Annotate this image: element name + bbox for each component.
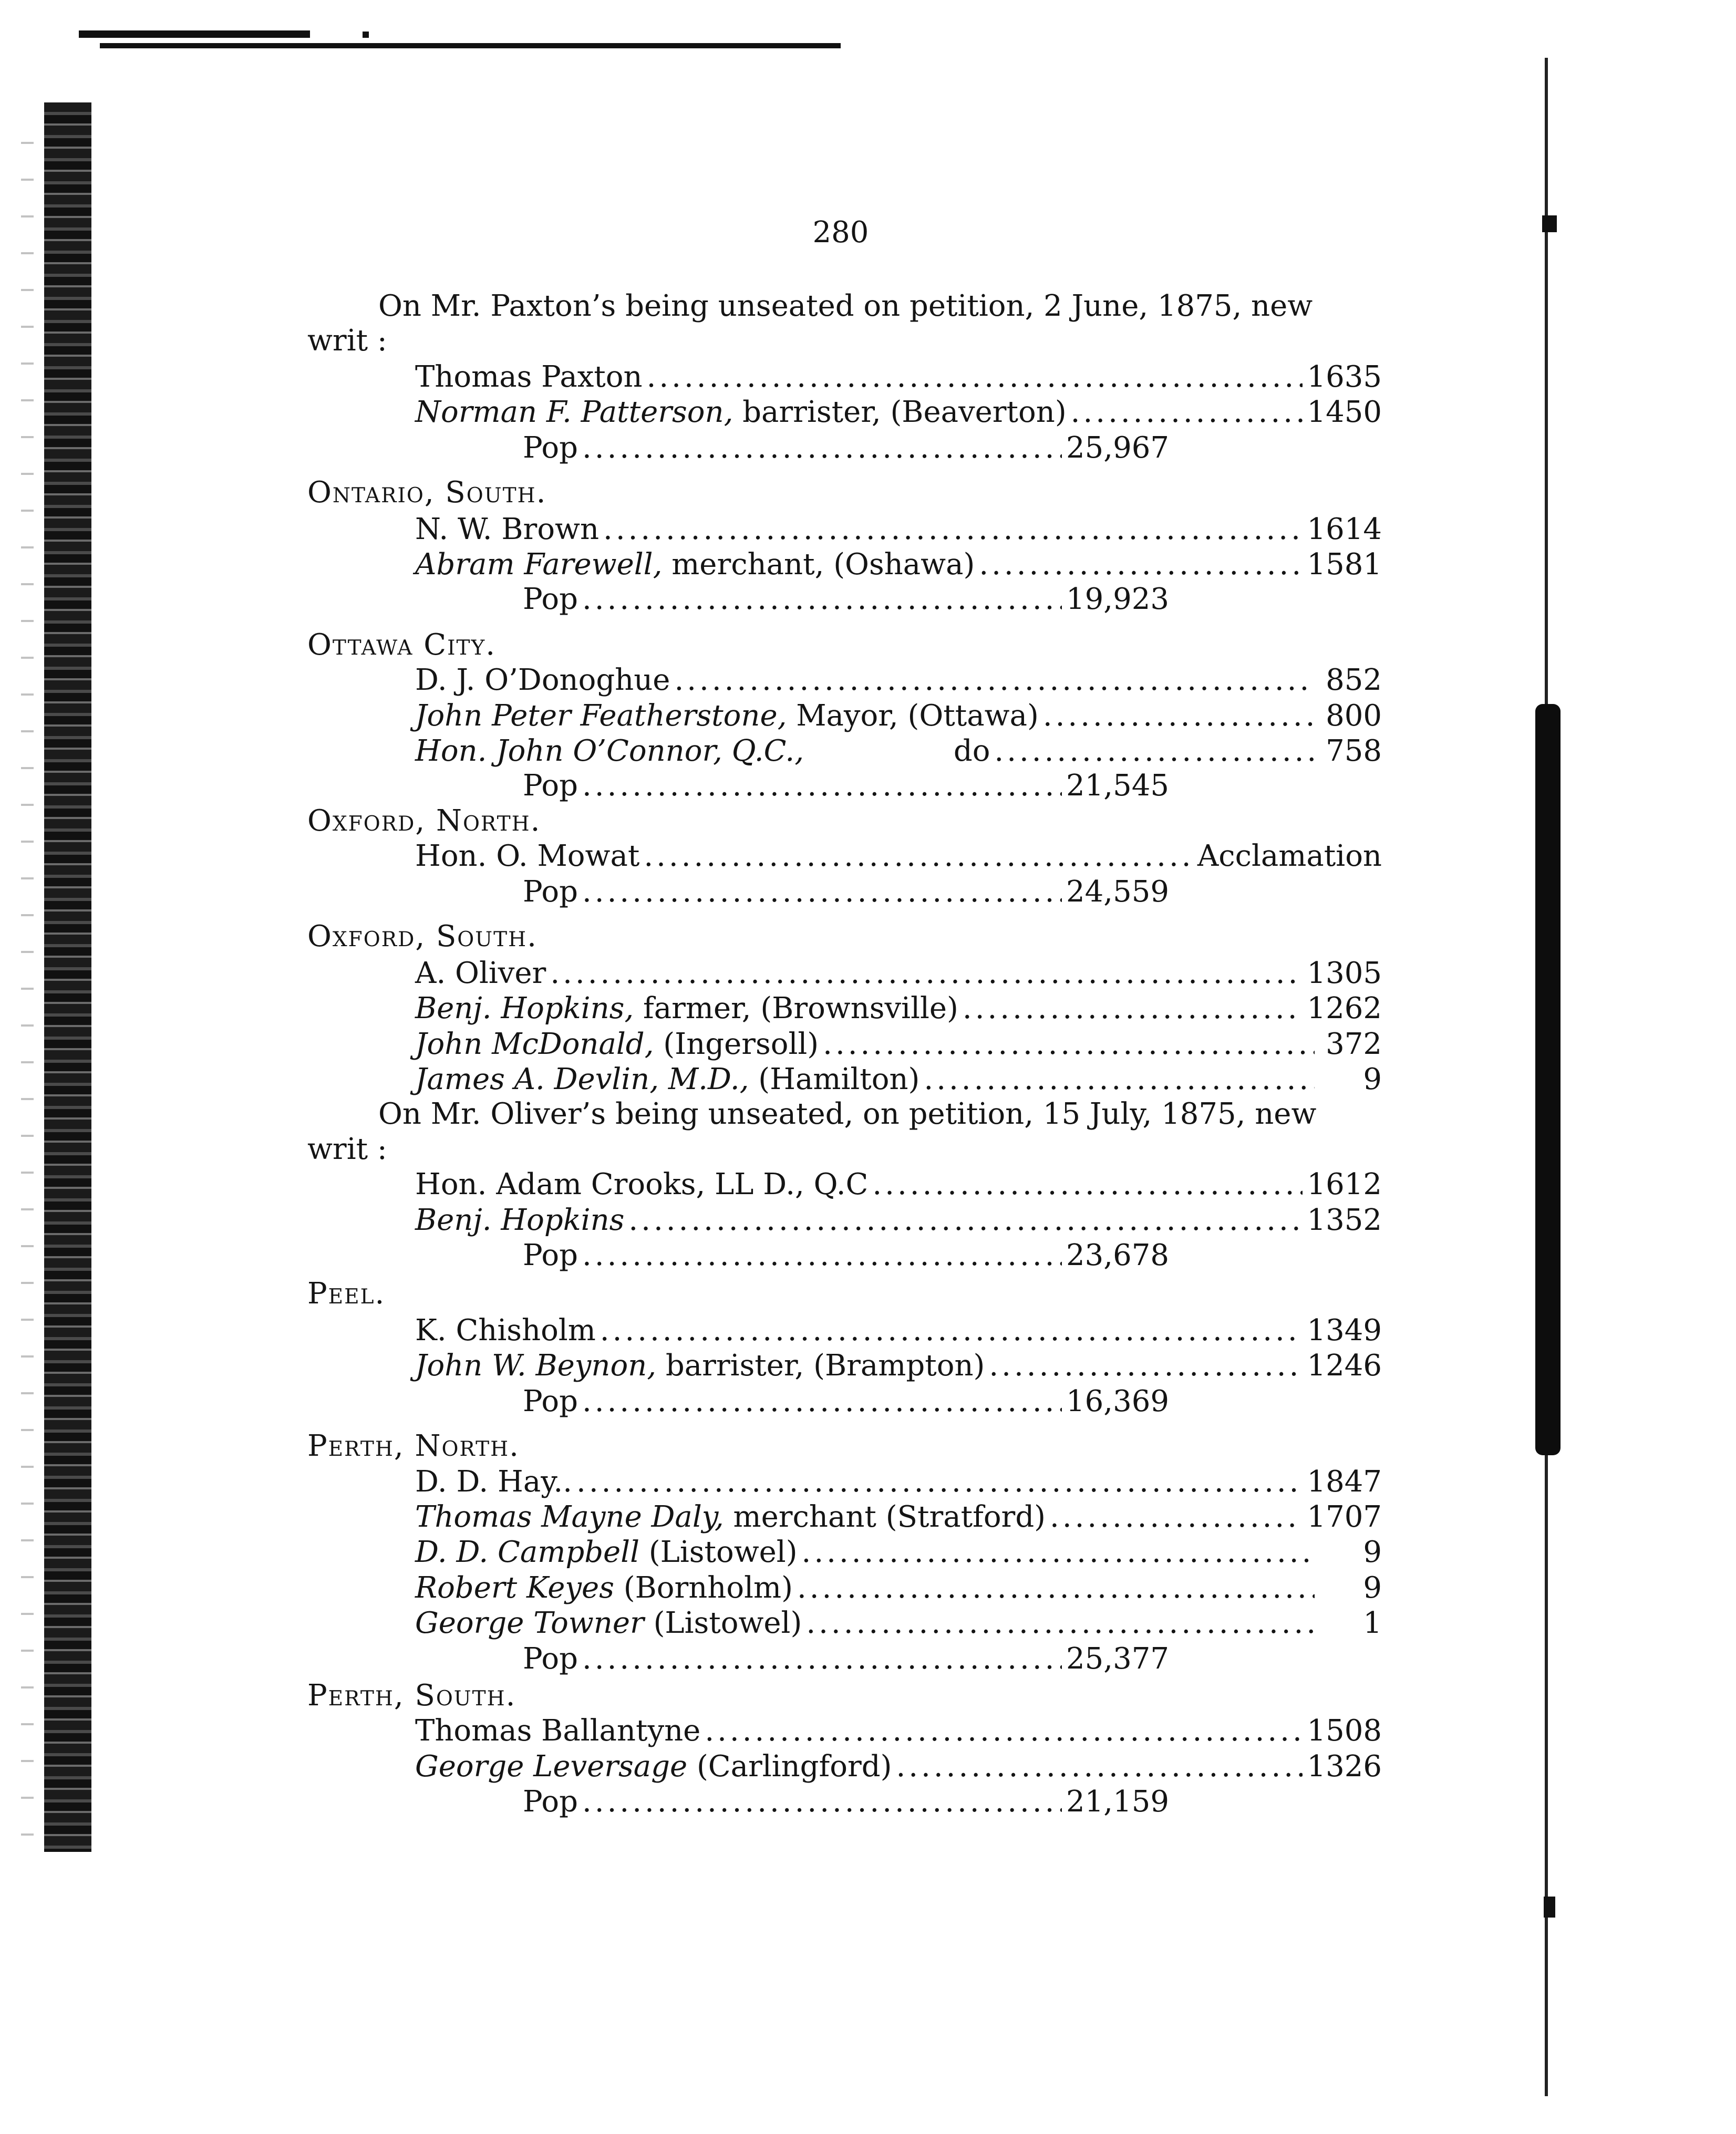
candidate-name: K. Chisholm xyxy=(415,1313,596,1348)
dot-leader xyxy=(582,1384,1062,1419)
candidate-name: Benj. Hopkins xyxy=(415,1203,625,1237)
vote-count: 1246 xyxy=(1307,1349,1382,1383)
candidate-name: George Towner (Listowel) xyxy=(415,1606,802,1640)
riding-heading: Perth, North. xyxy=(307,1429,520,1463)
riding-heading: Oxford, South. xyxy=(307,919,538,954)
riding-heading: Ontario, South. xyxy=(307,475,547,510)
candidate-name: Hon. O. Mowat xyxy=(415,839,640,873)
pop-value: 21,545 xyxy=(1066,769,1169,803)
candidate-name: D. D. Hay.. xyxy=(415,1465,573,1499)
dot-leader xyxy=(802,1535,1315,1570)
candidate-row xyxy=(415,1313,1382,1348)
candidate-name: N. W. Brown xyxy=(415,512,600,546)
dot-leader xyxy=(797,1571,1315,1605)
candidate-name: Thomas Paxton xyxy=(415,360,643,394)
vote-count: 1612 xyxy=(1307,1167,1382,1201)
candidate-row xyxy=(415,991,1382,1026)
candidate-name: John W. Beynon, barrister, (Brampton) xyxy=(415,1349,985,1383)
pop-value: 16,369 xyxy=(1066,1384,1169,1418)
vote-count: 1450 xyxy=(1307,395,1382,429)
vote-count: 1508 xyxy=(1307,1714,1382,1748)
dot-leader xyxy=(674,663,1315,698)
pop-value: 21,159 xyxy=(1066,1785,1169,1819)
candidate-row xyxy=(415,547,1382,582)
population-row xyxy=(523,431,1169,465)
dot-leader xyxy=(806,1606,1315,1641)
candidate-row xyxy=(415,1571,1382,1605)
candidate-name: A. Oliver xyxy=(415,956,546,990)
candidate-name: Norman F. Patterson, barrister, (Beaverton) xyxy=(415,395,1067,429)
candidate-row xyxy=(415,1500,1382,1535)
dot-leader xyxy=(628,1203,1303,1238)
dot-leader xyxy=(924,1062,1315,1097)
vote-count: 1847 xyxy=(1307,1465,1382,1499)
pop-label: Pop xyxy=(523,1642,578,1676)
dot-leader xyxy=(994,734,1315,769)
candidate-row xyxy=(415,395,1382,430)
vote-count: Acclamation xyxy=(1197,839,1382,873)
dot-leader xyxy=(582,1642,1062,1676)
pop-value: 23,678 xyxy=(1066,1238,1169,1272)
candidate-row xyxy=(415,1606,1382,1641)
dot-leader xyxy=(872,1167,1303,1202)
vote-count: 9 xyxy=(1363,1571,1382,1605)
vote-count: 372 xyxy=(1326,1027,1382,1061)
candidate-name: John McDonald, (Ingersoll) xyxy=(415,1027,819,1061)
population-row xyxy=(523,582,1169,617)
dot-leader xyxy=(1043,699,1315,733)
candidate-row xyxy=(415,1465,1382,1499)
candidate-row xyxy=(415,1167,1382,1202)
pop-label: Pop xyxy=(523,582,578,616)
pop-label: Pop xyxy=(523,1384,578,1418)
candidate-row xyxy=(415,360,1382,395)
candidate-name: Thomas Ballantyne xyxy=(415,1714,701,1748)
dot-leader xyxy=(576,1465,1303,1499)
dot-leader xyxy=(1050,1500,1303,1535)
paxton-note-continuation: writ : xyxy=(307,324,387,358)
oliver-note-continuation: writ : xyxy=(307,1132,387,1166)
candidate-name: D. D. Campbell (Listowel) xyxy=(415,1535,798,1569)
candidate-row xyxy=(415,734,1382,769)
pop-value: 24,559 xyxy=(1066,875,1169,909)
vote-count: 1262 xyxy=(1307,991,1382,1025)
candidate-row xyxy=(415,1062,1382,1097)
vote-count: 758 xyxy=(1326,734,1382,768)
candidate-row xyxy=(415,1535,1382,1570)
dot-leader xyxy=(582,582,1062,617)
riding-heading: Peel. xyxy=(307,1277,386,1311)
dot-leader xyxy=(823,1027,1315,1062)
vote-count: 852 xyxy=(1326,663,1382,697)
candidate-name: D. J. O’Donoghue xyxy=(415,663,670,697)
dot-leader xyxy=(582,875,1062,909)
dot-leader xyxy=(963,991,1303,1026)
candidate-row xyxy=(415,956,1382,991)
pop-label: Pop xyxy=(523,1785,578,1819)
candidate-row xyxy=(415,512,1382,547)
candidate-name: Hon. John O’Connor, Q.C., do xyxy=(415,734,990,768)
candidate-row xyxy=(415,839,1382,874)
vote-count: 800 xyxy=(1326,699,1382,733)
pop-label: Pop xyxy=(523,431,578,465)
pop-label: Pop xyxy=(523,1238,578,1272)
dot-leader xyxy=(979,547,1303,582)
dot-leader xyxy=(1071,395,1303,430)
candidate-row xyxy=(415,1349,1382,1383)
dot-leader xyxy=(896,1749,1303,1784)
candidate-name: Hon. Adam Crooks, LL D., Q.C xyxy=(415,1167,869,1201)
vote-count: 1581 xyxy=(1307,547,1382,582)
riding-heading: Ottawa City. xyxy=(307,628,497,662)
pop-label: Pop xyxy=(523,769,578,803)
vote-count: 1352 xyxy=(1307,1203,1382,1237)
dot-leader xyxy=(647,360,1303,395)
page-number: 280 xyxy=(812,215,869,250)
vote-count: 9 xyxy=(1363,1062,1382,1096)
vote-count: 1305 xyxy=(1307,956,1382,990)
candidate-row xyxy=(415,1749,1382,1784)
riding-heading: Oxford, North. xyxy=(307,804,541,838)
candidate-row xyxy=(415,699,1382,733)
dot-leader xyxy=(550,956,1303,991)
population-row xyxy=(523,769,1169,803)
candidate-name: George Leversage (Carlingford) xyxy=(415,1749,892,1784)
vote-count: 1349 xyxy=(1307,1313,1382,1348)
population-row xyxy=(523,1384,1169,1419)
candidate-name: James A. Devlin, M.D., (Hamilton) xyxy=(415,1062,920,1096)
dot-leader xyxy=(989,1349,1303,1383)
population-row xyxy=(523,875,1169,909)
riding-heading: Perth, South. xyxy=(307,1679,516,1713)
candidate-name: Robert Keyes (Bornholm) xyxy=(415,1571,793,1605)
vote-count: 1326 xyxy=(1307,1749,1382,1784)
candidate-row xyxy=(415,1027,1382,1062)
candidate-row xyxy=(415,1203,1382,1238)
vote-count: 1614 xyxy=(1307,512,1382,546)
dot-leader xyxy=(582,431,1062,465)
dot-leader xyxy=(705,1714,1303,1748)
vote-count: 9 xyxy=(1363,1535,1382,1569)
paxton-note: On Mr. Paxton’s being unseated on petition, 2 June, 1875, new xyxy=(378,289,1313,323)
candidate-name: Abram Farewell, merchant, (Oshawa) xyxy=(415,547,975,582)
oliver-note: On Mr. Oliver’s being unseated, on petition, 15 July, 1875, new xyxy=(378,1097,1317,1131)
candidate-name: Benj. Hopkins, farmer, (Brownsville) xyxy=(415,991,958,1025)
vote-count: 1707 xyxy=(1307,1500,1382,1534)
pop-value: 25,967 xyxy=(1066,431,1169,465)
dot-leader xyxy=(582,1238,1062,1273)
dot-leader xyxy=(644,839,1193,874)
vote-count: 1 xyxy=(1363,1606,1382,1640)
vote-count: 1635 xyxy=(1307,360,1382,394)
population-row xyxy=(523,1238,1169,1273)
dot-leader xyxy=(603,512,1303,547)
dot-leader xyxy=(600,1313,1303,1348)
candidate-name: John Peter Featherstone, Mayor, (Ottawa) xyxy=(415,699,1039,733)
population-row xyxy=(523,1785,1169,1819)
candidate-name: Thomas Mayne Daly, merchant (Stratford) xyxy=(415,1500,1046,1534)
candidate-row xyxy=(415,663,1382,698)
population-row xyxy=(523,1642,1169,1676)
candidate-row xyxy=(415,1714,1382,1748)
dot-leader xyxy=(582,769,1062,803)
pop-label: Pop xyxy=(523,875,578,909)
dot-leader xyxy=(582,1785,1062,1819)
pop-value: 19,923 xyxy=(1066,582,1169,616)
pop-value: 25,377 xyxy=(1066,1642,1169,1676)
